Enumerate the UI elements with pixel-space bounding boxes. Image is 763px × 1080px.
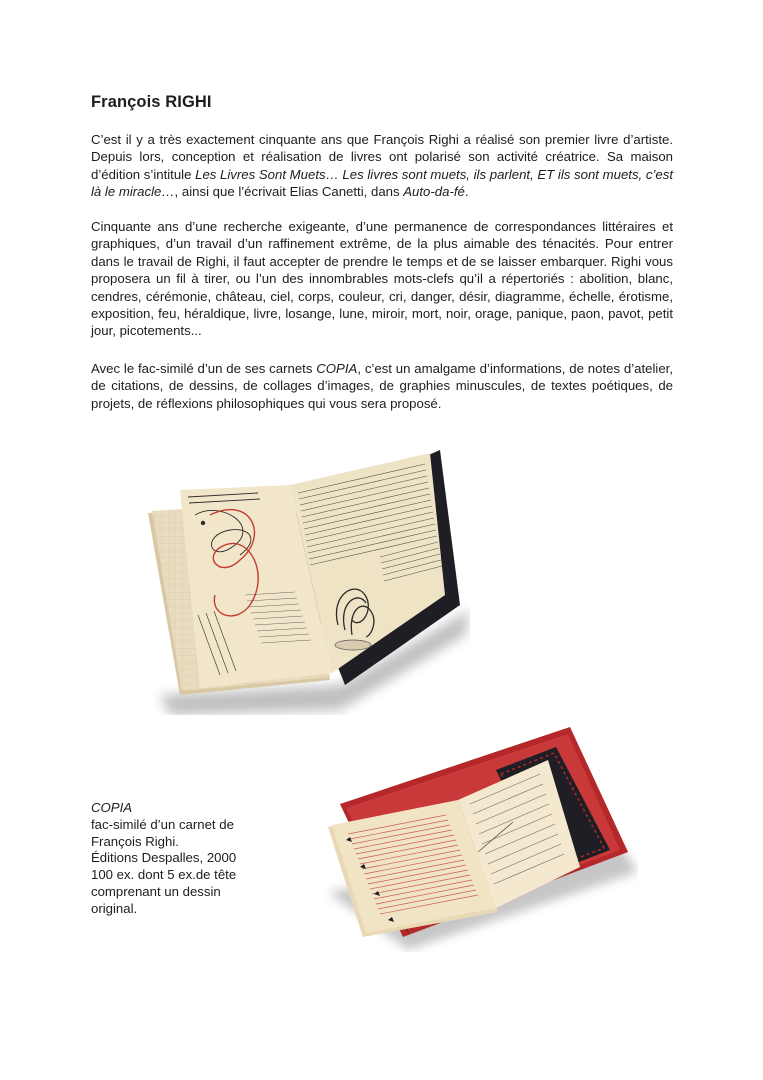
page-title: François RIGHI: [91, 93, 212, 111]
caption-line: fac-similé d’un carnet de: [91, 816, 234, 832]
copia-paragraph: Avec le fac-similé d’un de ses carnets COPIA, c’est un amalgame d’informations, de notes d’atelier, de citations, de dessins, de collages d’images, de graphies minuscules, de textes poétiques, de projets, de réflexions philosophiques qui vous sera proposé.: [91, 361, 673, 411]
caption-line: François Righi.: [91, 833, 179, 849]
caption-line: original.: [91, 900, 138, 916]
caption-line: Éditions Despalles, 2000: [91, 850, 237, 866]
open-notebook-photo: [140, 445, 470, 715]
notebook-in-red-box-photo: [318, 722, 638, 952]
book-caption: [91, 800, 301, 918]
keywords-paragraph: Cinquante ans d’une recherche exigeante, d’une permanence de correspondances littéraires et graphiques, d’un travail d’un raffinement extrême, de la plus aimable des ténacités. Pour entrer dans le travail de Righi, il faut accepter de prendre le temps et de se laisser embarquer. Righi vous proposera un fil à tirer, ou l’un des innombrables mots-clefs qu’il a répertoriés : abolition, blanc, cendres, cérémonie, château, ciel, corps, couleur, cri, danger, désir, diagramme, échelle, érotisme, exposition, feu, héraldique, livre, losange, lune, miroir, mort, noir, orage, panique, paon, pavot, petit jour, picotements...: [91, 219, 673, 339]
caption-line: comprenant un dessin: [91, 883, 221, 899]
caption-line: 100 ex. dont 5 ex.de tête: [91, 867, 237, 883]
intro-paragraph: C’est il y a très exactement cinquante ans que François Righi a réalisé son premier livre d’artiste. Depuis lors, conception et réalisation de livres ont polarisé son activité créatrice. Sa maison d’édition s’intitule Les Livres Sont Muets… Les livres sont muets, ils parlent, ET ils sont muets, c’est là le miracle…, ainsi que l’écrivait Elias Canetti, dans Auto-da-fé.: [91, 132, 673, 200]
caption-title: COPIA: [91, 800, 133, 815]
